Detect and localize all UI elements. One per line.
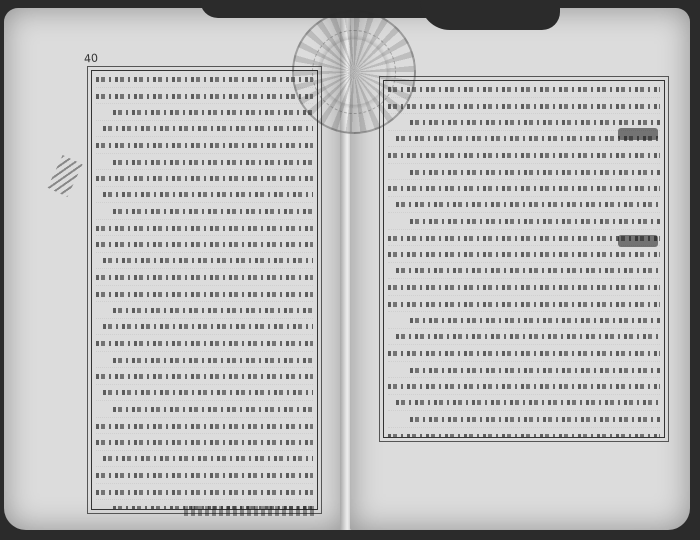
manuscript-line: [96, 286, 313, 303]
manuscript-line: [96, 88, 313, 105]
manuscript-line: [388, 395, 660, 412]
manuscript-line: [388, 411, 660, 428]
manuscript-line: [96, 170, 313, 187]
catchword: [184, 506, 314, 516]
manuscript-line: [96, 418, 313, 435]
manuscript-line: [96, 253, 313, 270]
manuscript-line: [388, 263, 660, 280]
manuscript-line: [388, 378, 660, 395]
manuscript-line: [96, 154, 313, 171]
manuscript-line: [96, 121, 313, 138]
manuscript-line: [388, 428, 660, 439]
manuscript-line: [96, 484, 313, 501]
manuscript-line: [388, 279, 660, 296]
manuscript-line: [96, 187, 313, 204]
manuscript-line: [96, 220, 313, 237]
rubric-heading-mark: [618, 235, 658, 247]
manuscript-line: [388, 197, 660, 214]
marginal-annotation: [47, 155, 82, 197]
ownership-seal-stamp: [292, 10, 416, 134]
manuscript-line: [388, 164, 660, 181]
manuscript-line: [96, 335, 313, 352]
manuscript-line: [388, 213, 660, 230]
manuscript-line: [388, 81, 660, 98]
folio-number: 40: [83, 51, 99, 66]
manuscript-line: [96, 467, 313, 484]
manuscript-line: [388, 180, 660, 197]
manuscript-line: [388, 296, 660, 313]
manuscript-line: [388, 98, 660, 115]
manuscript-line: [96, 71, 313, 88]
manuscript-line: [96, 269, 313, 286]
manuscript-line: [96, 319, 313, 336]
torn-top-edge-right: [420, 0, 560, 30]
manuscript-line: [388, 147, 660, 164]
manuscript-line: [96, 137, 313, 154]
right-text-block: [383, 80, 665, 438]
manuscript-line: [96, 385, 313, 402]
manuscript-line: [388, 345, 660, 362]
left-text-block: [91, 70, 318, 510]
manuscript-line: [388, 329, 660, 346]
manuscript-line: [388, 312, 660, 329]
manuscript-line: [96, 368, 313, 385]
manuscript-line: [96, 401, 313, 418]
manuscript-line: [388, 362, 660, 379]
manuscript-line: [96, 236, 313, 253]
manuscript-line: [96, 352, 313, 369]
manuscript-line: [96, 203, 313, 220]
manuscript-line: [388, 246, 660, 263]
manuscript-line: [96, 434, 313, 451]
rubric-heading-mark: [618, 128, 658, 140]
manuscript-line: [96, 302, 313, 319]
manuscript-line: [96, 451, 313, 468]
manuscript-line: [96, 104, 313, 121]
